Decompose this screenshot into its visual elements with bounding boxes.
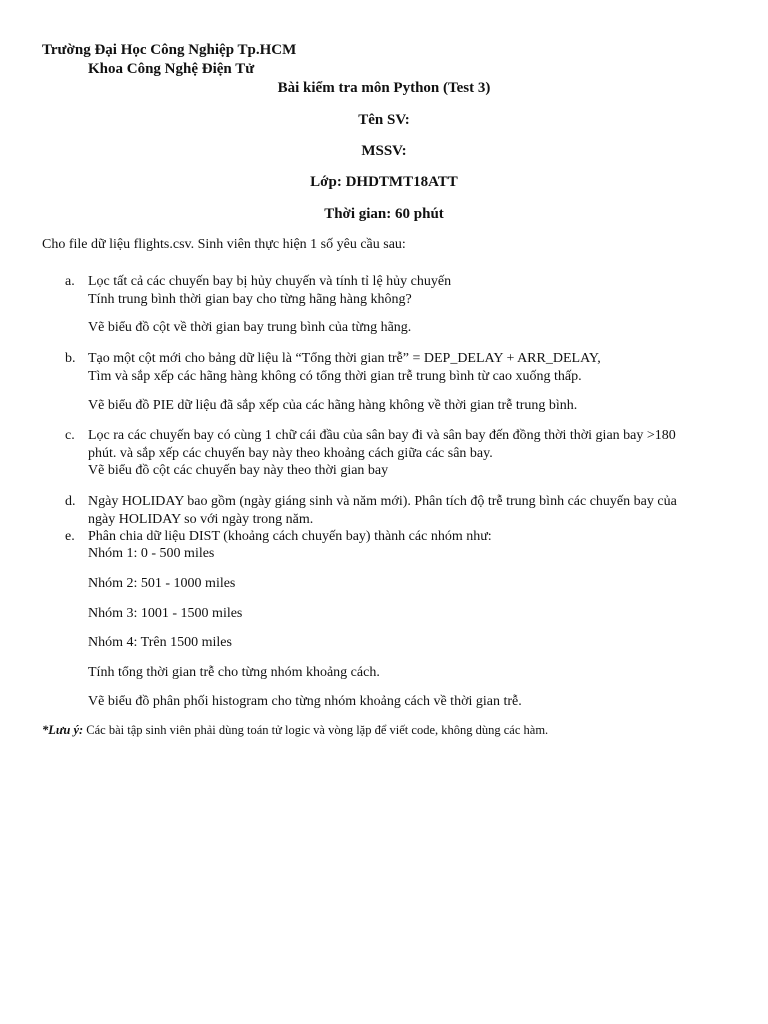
faculty-name: Khoa Công Nghệ Điện Tử [88,61,255,77]
task-e-group-1: Nhóm 1: 0 - 500 miles [88,546,215,561]
intro-text: Cho file dữ liệu flights.csv. Sinh viên thực hiện 1 số yêu cầu sau: [42,237,406,252]
task-e-marker: e. [65,529,75,544]
task-c-marker: c. [65,428,75,443]
task-c-line-3: Vẽ biểu đồ cột các chuyến bay này theo thời gian bay [88,463,389,478]
university-name: Trường Đại Học Công Nghiệp Tp.HCM [42,42,297,58]
task-a-line-1: Lọc tất cả các chuyến bay bị hủy chuyến và tính tỉ lệ hủy chuyến [88,274,452,289]
task-b-marker: b. [65,351,76,366]
task-e-group-4: Nhóm 4: Trên 1500 miles [88,635,232,650]
task-e-line-7: Vẽ biểu đồ phân phối histogram cho từng nhóm khoảng cách về thời gian trễ. [88,694,522,709]
task-d-line-2: ngày HOLIDAY so với ngày trong năm. [88,512,314,527]
exam-title: Bài kiểm tra môn Python (Test 3) [277,80,491,96]
student-name-label: Tên SV: [358,112,410,128]
class-label: Lớp: DHDTMT18ATT [310,174,458,190]
note-text: Các bài tập sinh viên phải dùng toán tử logic và vòng lặp để viết code, không dùng các hàm. [83,723,549,737]
student-id-label: MSSV: [361,143,407,159]
task-a-line-3: Vẽ biểu đồ cột về thời gian bay trung bình của từng hãng. [88,320,412,335]
task-c-line-1: Lọc ra các chuyến bay có cùng 1 chữ cái đầu của sân bay đi và sân bay đến đồng thời thời gian bay >180 [88,428,676,443]
task-d-line-1: Ngày HOLIDAY bao gồm (ngày giáng sinh và năm mới). Phân tích độ trễ trung bình các chuyến bay của [88,494,677,509]
task-b-line-3: Vẽ biểu đồ PIE dữ liệu đã sắp xếp của các hãng hàng không về thời gian trễ trung bình. [88,398,578,413]
task-e-line-1: Phân chia dữ liệu DIST (khoảng cách chuyến bay) thành các nhóm như: [88,529,492,544]
task-b-line-2: Tìm và sắp xếp các hãng hàng không có tổng thời gian trễ trung bình từ cao xuống thấp. [88,369,582,384]
task-a-marker: a. [65,274,75,289]
task-e-group-3: Nhóm 3: 1001 - 1500 miles [88,606,243,621]
task-a-line-2: Tính trung bình thời gian bay cho từng hãng hàng không? [88,292,412,307]
task-c-line-2: phút. và sắp xếp các chuyến bay này theo khoảng cách giữa các sân bay. [88,446,493,461]
task-e-group-2: Nhóm 2: 501 - 1000 miles [88,576,236,591]
task-b-line-1: Tạo một cột mới cho bảng dữ liệu là “Tổng thời gian trễ” = DEP_DELAY + ARR_DELAY, [88,351,601,366]
note [42,722,548,738]
duration-label: Thời gian: 60 phút [324,206,444,222]
task-d-marker: d. [65,494,76,509]
note-label: *Lưu ý: [42,723,84,737]
task-e-line-6: Tính tổng thời gian trễ cho từng nhóm khoảng cách. [88,665,380,680]
